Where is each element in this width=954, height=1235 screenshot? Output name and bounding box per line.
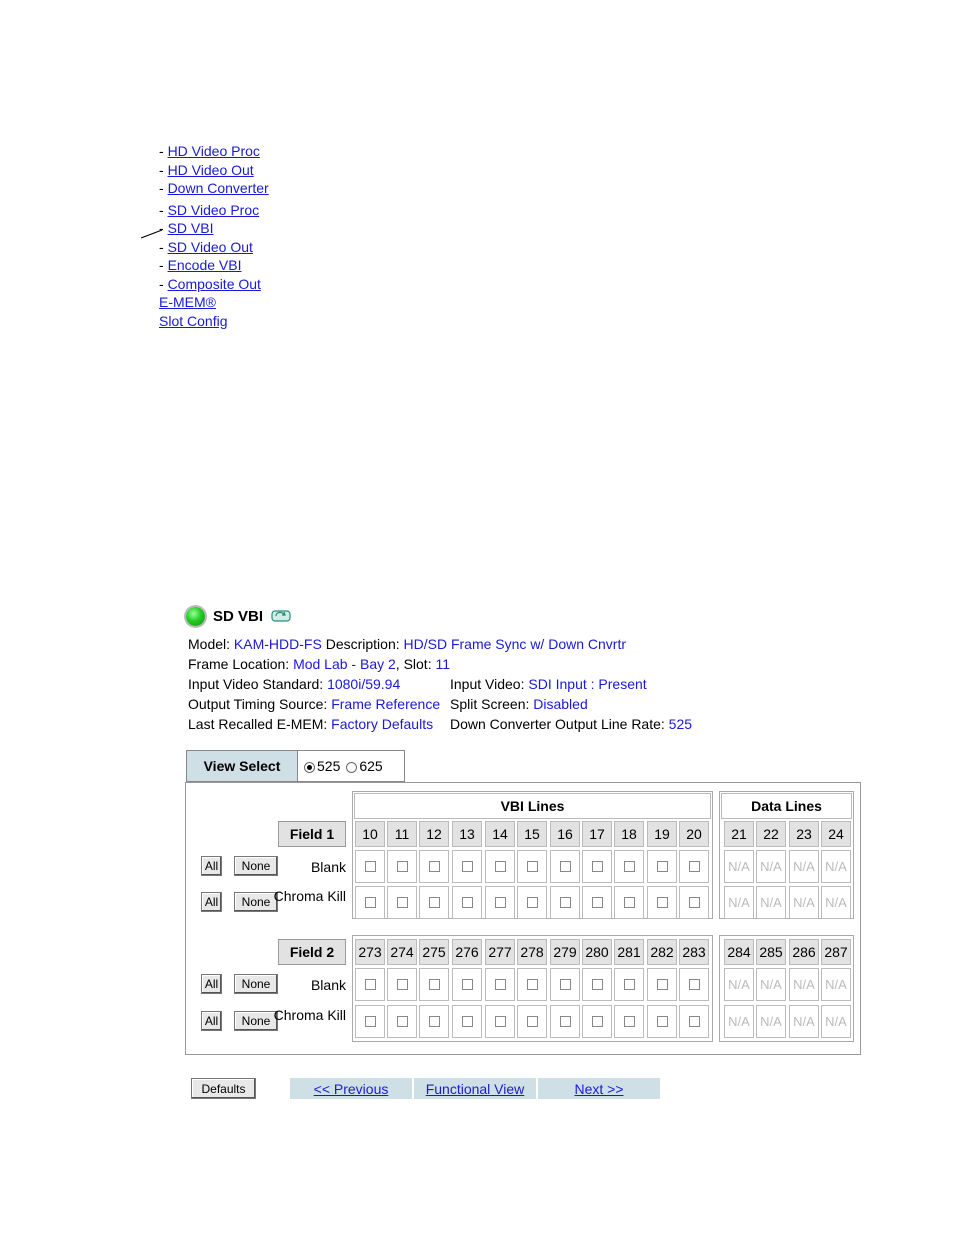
vbi-cell (517, 850, 547, 883)
vbi-checkbox[interactable] (624, 861, 635, 872)
nav-link-emem[interactable]: E-MEM® (159, 294, 216, 310)
na-label: N/A (760, 895, 782, 910)
functional-view-link[interactable]: Functional View (425, 1080, 525, 1097)
field-1-chroma-kill-all-button[interactable]: All (201, 892, 222, 912)
data-cell (821, 968, 851, 1001)
vbi-checkbox[interactable] (365, 897, 376, 908)
nav-prefix: - (159, 238, 168, 255)
vbi-cell (614, 850, 644, 883)
nav-prefix: - (159, 161, 168, 178)
vbi-line-number: 14 (485, 821, 515, 847)
vbi-checkbox[interactable] (592, 1016, 603, 1027)
vbi-checkbox[interactable] (462, 897, 473, 908)
vbi-checkbox[interactable] (365, 861, 376, 872)
vbi-checkbox[interactable] (689, 1016, 700, 1027)
vbi-line-number: 276 (452, 939, 482, 965)
vbi-line-number: 282 (647, 939, 677, 965)
vbi-checkbox[interactable] (527, 861, 538, 872)
nav-prefix: - (159, 275, 168, 292)
view-625-option[interactable] (346, 758, 382, 774)
nav-item-encode-vbi (159, 256, 269, 275)
data-line-number: 286 (789, 939, 819, 965)
vbi-cell (582, 850, 612, 883)
dc-rate-label: Down Converter Output Line Rate: (450, 716, 665, 732)
vbi-line-number: 280 (582, 939, 612, 965)
next-button[interactable] (538, 1078, 660, 1099)
na-label: N/A (760, 1014, 782, 1029)
vbi-checkbox[interactable] (429, 861, 440, 872)
vbi-checkbox[interactable] (527, 1016, 538, 1027)
nav-link-composite-out[interactable]: Composite Out (167, 275, 261, 292)
view-select (186, 750, 405, 782)
radio-625[interactable] (346, 762, 357, 773)
description-label: Description: (325, 636, 400, 652)
data-line-number: 21 (724, 821, 754, 847)
nav-link-sd-video-proc[interactable]: SD Video Proc (167, 201, 260, 218)
nav-link-sd-vbi[interactable]: SD VBI (167, 220, 214, 236)
vbi-line-number: 279 (550, 939, 580, 965)
vbi-cell (355, 968, 385, 1001)
nav-menu (159, 142, 269, 330)
pointer-line-icon (140, 227, 164, 239)
vbi-checkbox[interactable] (560, 897, 571, 908)
view-525-label: 525 (317, 758, 341, 774)
vbi-line-number: 16 (550, 821, 580, 847)
nav-item-sd-vbi (159, 219, 269, 238)
vbi-checkbox[interactable] (429, 979, 440, 990)
vbi-checkbox[interactable] (462, 1016, 473, 1027)
field-1-blank-all-button[interactable]: All (201, 856, 222, 876)
nav-prefix: - (159, 180, 168, 196)
vbi-cell (355, 886, 385, 919)
next-link[interactable]: Next >> (574, 1080, 624, 1097)
field-2-chroma-kill-all-button[interactable]: All (201, 1011, 222, 1031)
vbi-cell (517, 1005, 547, 1038)
vbi-line-number: 11 (387, 821, 417, 847)
vbi-line-number: 277 (485, 939, 515, 965)
view-525-option[interactable] (304, 758, 340, 774)
vbi-checkbox[interactable] (657, 861, 668, 872)
vbi-cell (647, 850, 677, 883)
vbi-cell (485, 886, 515, 919)
vbi-line-number: 274 (387, 939, 417, 965)
data-cell (756, 850, 786, 883)
vbi-checkbox[interactable] (429, 897, 440, 908)
nav-link-encode-vbi[interactable]: Encode VBI (167, 257, 242, 273)
field-2-label: Field 2 (278, 939, 346, 965)
vbi-checkbox[interactable] (560, 1016, 571, 1027)
vbi-checkbox[interactable] (365, 979, 376, 990)
input-video-label: Input Video: (450, 676, 525, 692)
vbi-checkbox[interactable] (527, 979, 538, 990)
nav-link-sd-video-out[interactable]: SD Video Out (167, 238, 253, 255)
view-625-label: 625 (359, 758, 383, 774)
status-led-icon (186, 607, 205, 626)
functional-view-button[interactable] (414, 1078, 536, 1099)
page-title: SD VBI (213, 607, 264, 625)
vbi-cell (452, 850, 482, 883)
nav-item-down-converter (159, 179, 269, 198)
na-label: N/A (760, 977, 782, 992)
data-cell (789, 886, 819, 919)
data-cell (724, 1005, 754, 1038)
vbi-checkbox[interactable] (397, 979, 408, 990)
vbi-cell (355, 850, 385, 883)
vbi-cell (614, 1005, 644, 1038)
data-cell (724, 886, 754, 919)
vbi-checkbox[interactable] (462, 861, 473, 872)
vbi-cell (550, 886, 580, 919)
output-timing-value: Frame Reference (331, 696, 441, 712)
field-1-blank-label: Blank (310, 859, 346, 875)
data-cell (756, 886, 786, 919)
data-cell (789, 1005, 819, 1038)
data-cell (789, 850, 819, 883)
frame-location-value: Mod Lab - Bay 2 (293, 656, 396, 672)
split-screen-label: Split Screen: (450, 696, 530, 712)
vbi-line-number: 283 (679, 939, 709, 965)
vbi-line-number: 278 (517, 939, 547, 965)
vbi-checkbox[interactable] (657, 1016, 668, 1027)
data-line-number: 22 (756, 821, 786, 847)
output-timing-label: Output Timing Source: (188, 696, 328, 712)
vbi-checkbox[interactable] (397, 1016, 408, 1027)
vbi-cell (485, 1005, 515, 1038)
vbi-cell (614, 968, 644, 1001)
data-cell (789, 968, 819, 1001)
slot-label: , Slot: (395, 656, 432, 672)
vbi-checkbox[interactable] (592, 979, 603, 990)
vbi-cell (679, 968, 709, 1001)
previous-button[interactable] (290, 1078, 412, 1099)
nav-item-sd-video-out (159, 238, 269, 257)
vbi-cell (517, 886, 547, 919)
last-emem-label: Last Recalled E-MEM: (188, 716, 328, 732)
vbi-checkbox[interactable] (397, 897, 408, 908)
slot-value: 11 (435, 656, 451, 672)
description-value: HD/SD Frame Sync w/ Down Cnvrtr (403, 636, 626, 652)
na-label: N/A (825, 1014, 847, 1029)
vbi-lines-header: VBI Lines (354, 793, 711, 819)
vbi-line-number: 15 (517, 821, 547, 847)
vbi-line-number: 18 (614, 821, 644, 847)
vbi-line-number: 13 (452, 821, 482, 847)
vbi-line-number: 275 (419, 939, 449, 965)
vbi-cell (387, 968, 417, 1001)
vbi-line-number: 10 (355, 821, 385, 847)
data-cell (821, 886, 851, 919)
vbi-checkbox[interactable] (560, 861, 571, 872)
input-std-label: Input Video Standard: (188, 676, 324, 692)
field-2-blank-label: Blank (310, 977, 346, 993)
vbi-checkbox[interactable] (592, 861, 603, 872)
input-std-value: 1080i/59.94 (327, 676, 401, 692)
data-cell (756, 1005, 786, 1038)
vbi-cell (647, 1005, 677, 1038)
module-info (188, 634, 693, 734)
data-line-number: 284 (724, 939, 754, 965)
vbi-cell (419, 968, 449, 1001)
vbi-cell (582, 1005, 612, 1038)
vbi-cell (452, 1005, 482, 1038)
vbi-checkbox[interactable] (624, 897, 635, 908)
data-line-number: 23 (789, 821, 819, 847)
refresh-icon[interactable] (271, 610, 291, 622)
vbi-checkbox[interactable] (397, 861, 408, 872)
nav-prefix: - (159, 201, 168, 218)
view-select-label: View Select (187, 751, 298, 781)
vbi-checkbox[interactable] (624, 979, 635, 990)
nav-link-slot-config[interactable]: Slot Config (159, 312, 228, 329)
vbi-cell (679, 850, 709, 883)
vbi-line-number: 12 (419, 821, 449, 847)
field-1-chroma-kill-label: Chroma Kill (273, 888, 346, 904)
vbi-cell (485, 850, 515, 883)
vbi-checkbox[interactable] (365, 1016, 376, 1027)
nav-link-hd-video-out[interactable]: HD Video Out (167, 161, 254, 178)
nav-prefix: - (159, 143, 168, 159)
vbi-cell (387, 1005, 417, 1038)
data-cell (756, 968, 786, 1001)
dc-rate-value: 525 (668, 716, 693, 732)
vbi-cell (647, 968, 677, 1001)
na-label: N/A (825, 977, 847, 992)
vbi-line-number: 17 (582, 821, 612, 847)
na-label: N/A (760, 859, 782, 874)
vbi-cell (550, 850, 580, 883)
na-label: N/A (825, 895, 847, 910)
vbi-checkbox[interactable] (689, 979, 700, 990)
vbi-checkbox[interactable] (689, 897, 700, 908)
na-label: N/A (728, 895, 750, 910)
vbi-checkbox[interactable] (462, 979, 473, 990)
vbi-checkbox[interactable] (495, 861, 506, 872)
nav-prefix: - (159, 220, 168, 236)
page-header (186, 604, 291, 628)
vbi-cell (647, 886, 677, 919)
data-cell (821, 850, 851, 883)
vbi-checkbox[interactable] (527, 897, 538, 908)
vbi-cell (550, 1005, 580, 1038)
nav-prefix: - (159, 257, 168, 273)
vbi-cell (582, 886, 612, 919)
vbi-cell (485, 968, 515, 1001)
model-label: Model: (188, 636, 231, 652)
field-2-blank-none-button[interactable]: None (234, 974, 278, 994)
model-value: KAM-HDD-FS (233, 636, 322, 652)
nav-item-sd-video-proc (159, 201, 269, 220)
data-cell (821, 1005, 851, 1038)
na-label: N/A (728, 859, 750, 874)
vbi-cell (387, 886, 417, 919)
frame-location-label: Frame Location: (188, 656, 290, 672)
vbi-checkbox[interactable] (689, 861, 700, 872)
vbi-checkbox[interactable] (592, 897, 603, 908)
vbi-line-number: 20 (679, 821, 709, 847)
vbi-cell (452, 968, 482, 1001)
vbi-cell (679, 886, 709, 919)
vbi-checkbox[interactable] (657, 897, 668, 908)
vbi-cell (419, 850, 449, 883)
vbi-checkbox[interactable] (429, 1016, 440, 1027)
previous-link[interactable]: << Previous (313, 1080, 389, 1097)
vbi-cell (517, 968, 547, 1001)
field-1-chroma-kill-none-button[interactable]: None (234, 892, 278, 912)
vbi-checkbox[interactable] (560, 979, 571, 990)
vbi-cell (582, 968, 612, 1001)
input-video-value: SDI Input : Present (528, 676, 647, 692)
na-label: N/A (793, 895, 815, 910)
vbi-cell (387, 850, 417, 883)
nav-item-composite-out (159, 275, 269, 294)
data-line-number: 285 (756, 939, 786, 965)
vbi-cell (614, 886, 644, 919)
vbi-checkbox[interactable] (495, 897, 506, 908)
vbi-checkbox[interactable] (657, 979, 668, 990)
na-label: N/A (793, 859, 815, 874)
vbi-cell (355, 1005, 385, 1038)
defaults-button[interactable]: Defaults (191, 1078, 256, 1099)
nav-item-hd-video-out (159, 161, 269, 180)
radio-525[interactable] (304, 762, 315, 773)
nav-item-slot-config (159, 312, 269, 331)
vbi-cell (419, 1005, 449, 1038)
nav-item-emem (159, 293, 269, 312)
data-line-number: 287 (821, 939, 851, 965)
nav-item-hd-video-proc (159, 142, 269, 161)
vbi-line-number: 273 (355, 939, 385, 965)
data-lines-header: Data Lines (721, 793, 852, 819)
vbi-line-number: 281 (614, 939, 644, 965)
field-1-blank-none-button[interactable]: None (234, 856, 278, 876)
data-cell (724, 968, 754, 1001)
split-screen-value: Disabled (533, 696, 588, 712)
vbi-cell (679, 1005, 709, 1038)
field-1-label: Field 1 (278, 821, 346, 847)
vbi-panel (185, 782, 861, 1055)
na-label: N/A (825, 859, 847, 874)
vbi-checkbox[interactable] (495, 979, 506, 990)
na-label: N/A (728, 977, 750, 992)
vbi-cell (550, 968, 580, 1001)
field-2-blank-all-button[interactable]: All (201, 974, 222, 994)
na-label: N/A (793, 977, 815, 992)
vbi-cell (452, 886, 482, 919)
na-label: N/A (793, 1014, 815, 1029)
vbi-line-number: 19 (647, 821, 677, 847)
nav-link-down-converter[interactable]: Down Converter (167, 180, 269, 196)
nav-link-hd-video-proc[interactable]: HD Video Proc (167, 143, 260, 159)
vbi-checkbox[interactable] (495, 1016, 506, 1027)
last-emem-value: Factory Defaults (331, 716, 434, 732)
field-2-chroma-kill-none-button[interactable]: None (234, 1011, 278, 1031)
data-line-number: 24 (821, 821, 851, 847)
na-label: N/A (728, 1014, 750, 1029)
vbi-cell (419, 886, 449, 919)
data-cell (724, 850, 754, 883)
field-2-chroma-kill-label: Chroma Kill (273, 1007, 346, 1023)
vbi-checkbox[interactable] (624, 1016, 635, 1027)
